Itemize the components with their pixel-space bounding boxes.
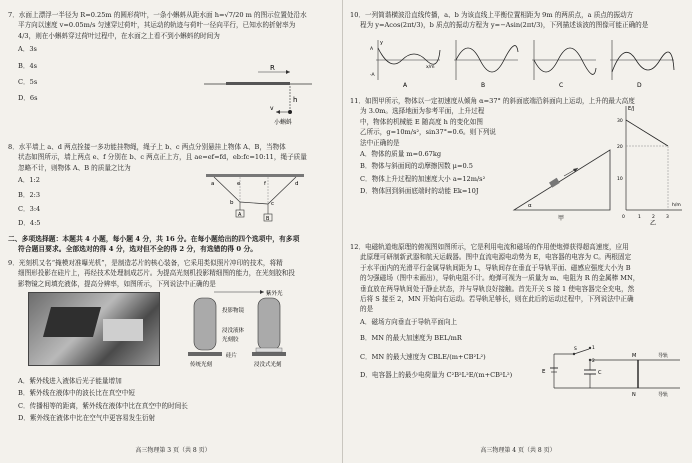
q11-option-b: B．物体与斜面间的动摩擦因数 μ=0.5 (360, 162, 473, 171)
q7-line: 4/3，则在小蝌蚪穿过荷叶过程中，在水面之上看不到小蝌蚪的时间为 (18, 31, 220, 40)
q12-option-b: B．MN 的最大加速度为 BEL/mR (360, 334, 462, 343)
q11-tick-3: 3 (666, 215, 669, 220)
q12-option-c: C．MN 的最大速度为 CBLE/(m+CB²L²) (360, 352, 486, 361)
q8-label-e: e (237, 181, 241, 187)
q11-label-jia: 甲 (558, 215, 565, 222)
q8-line: 8．水平墙上 a、d 两点拴接一多功能挂物绳，绳子上 b、c 两点分别悬挂上物体 A、B，当物体 (8, 143, 286, 151)
q12-line: 此原理可研制新武器和航天运载器。图中直流电源电动势为 E，电容器的电容为 C。两根固定 (360, 253, 632, 262)
q11-line: 11．如图甲所示，物体以一定初速度从倾角 α=37° 的斜面底端沿斜面向上运动，上升的最大高度 (350, 97, 635, 105)
q9-immersion-diagram (184, 290, 314, 370)
right-page-footer: 高三物理第 4 页（共 8 页） (480, 447, 556, 454)
q12-label-2: 2 (592, 359, 595, 364)
q8-line: 状态如图所示，墙上两点 e、f 分别在 b、c 两点正上方，且 ae=ef=fd，eb:fc=10:11，绳子质量 (18, 153, 307, 162)
q11-option-d: D．物体回到斜面底端时的动能 Ek=10J (360, 187, 479, 196)
q11-option-c: C．物体上升过程的加速度大小 a=12m/s² (360, 174, 486, 183)
q10-axis-amp: A (370, 47, 374, 52)
q9-label-lens: 投影物镜 (222, 308, 245, 314)
q11-tick-10: 10 (617, 177, 623, 182)
q9-label-immersion: 浸没式光刻 (254, 362, 282, 368)
q8-label-f: f (264, 181, 266, 187)
q11-tick-0: 0 (622, 215, 625, 220)
q7-line: 7．水面上漂浮一半径为 R=0.25m 的圆形荷叶，一条小蝌蚪从距水面 h=√7/20 m 的图示位置处沿水 (8, 11, 307, 19)
q11-line: 中，物体的机械能 E 随高度 h 的变化如图 (360, 117, 483, 126)
q10-graph-c (532, 40, 596, 88)
q7-label-h: h (293, 96, 298, 104)
q8-option-c: C．3:4 (18, 205, 41, 214)
q10-axis-x: x/m (426, 65, 435, 70)
q9-label-uv: 紫外光 (266, 291, 283, 297)
q10-label-a: A (403, 82, 408, 88)
q8-label-mass-b: B (266, 216, 270, 222)
q11-tick-20: 20 (617, 145, 623, 150)
q9-line: 细图形投影在硅片上，再经技术处理制成芯片。为提高光刻机投影精细图的能力，在光刻胶和投 (18, 269, 295, 278)
q12-label-1: 1 (592, 346, 595, 351)
question-9 (8, 258, 338, 289)
q11-axis-h: h/m (672, 203, 681, 208)
q12-line: 于水平面内的光滑平行金属导轨间距为 L，导轨间存在垂直于导轨平面、磁感应强度大小为 B (360, 263, 631, 272)
q8-label-b: b (230, 200, 234, 206)
q7-option-d: D．6s (18, 94, 38, 103)
q11-label-alpha: α (528, 203, 532, 209)
q9-options (18, 376, 338, 424)
q7-label-v: v (270, 105, 274, 112)
q10-graph-d (610, 40, 674, 88)
q11-label-yi: 乙 (650, 220, 657, 226)
q11-tick-30: 30 (617, 119, 623, 124)
q9-option-c: C．传播相等的距离，紫外线在液体中比在真空中的时间长 (18, 401, 188, 410)
q7-label-r: R (270, 64, 275, 72)
q9-option-d: D．紫外线在液体中比在空气中更容易发生衍射 (18, 414, 156, 423)
q7-option-a: A．3s (18, 45, 37, 54)
q10-axis-neg-amp: -A (370, 73, 375, 78)
q9-lithography-photo (28, 292, 160, 366)
section2-line: 二、多项选择题：本题共 4 小题，每小题 4 分，共 16 分。在每小题给出的四个选项中，有多项 (8, 235, 300, 243)
right-page (350, 6, 686, 458)
page-fold-divider (342, 0, 343, 463)
q11-axis-e: E/J (628, 106, 635, 112)
q10-graph-a (376, 40, 440, 88)
q8-label-c: c (271, 201, 275, 207)
q8-line: 忽略不计，则物体 A、B 的质量之比为 (18, 163, 131, 172)
q10-label-c: C (559, 82, 564, 88)
q9-label-liquid: 浸没液体 (222, 328, 245, 334)
q11-option-a: A．物体的质量 m=0.67kg (360, 150, 442, 159)
q8-option-d: D．4:5 (18, 219, 41, 228)
q8-label-d: d (295, 181, 299, 187)
q7-option-b: B．4s (18, 61, 38, 70)
q12-label-rail-top: 导轨 (658, 353, 669, 359)
q9-option-a: A．紫外线进入液体后光子能量增加 (18, 377, 122, 385)
q12-label-c: C (598, 370, 602, 376)
q11-tick-2: 2 (652, 215, 655, 220)
q7-label-tadpole: 小蝌蚪 (274, 119, 293, 126)
section2-line: 符合题目要求。全部选对的得 4 分，选对但不全的得 2 分，有选错的得 0 分。 (18, 245, 258, 254)
q10-line: 10．一列简谐横波沿直线传播，a、b 为该直线上平衡位置相距为 9m 的两质点，a 质点的振动方 (350, 11, 634, 19)
q12-label-n: N (632, 392, 636, 398)
q12-line: 的是 (360, 305, 374, 314)
q12-label-s: S (574, 347, 577, 352)
q10-axis-y: y (380, 40, 383, 46)
q12-line: 的匀强磁场（图中未画出），导轨电阻不计。炮弹可视为一质量为 m、电阻为 R 的金属棒 MN， (360, 274, 640, 283)
q10-label-d: D (637, 82, 642, 88)
q12-line: 12．电磁轨道炮原理的俯视图如图所示，它是利用电流和磁场的作用使炮弹获得超高速度，应用 (350, 243, 629, 251)
q9-label-wafer: 硅片 (226, 353, 238, 359)
section-multiple-choice (8, 234, 338, 255)
q9-label-resist: 光刻胶 (222, 337, 239, 343)
q12-label-e: E (542, 369, 546, 375)
q10-wave-graphs (370, 38, 680, 88)
q11-line: 乙所示，g=10m/s²，sin37°=0.6。则下列说 (360, 128, 497, 137)
q11-energy-graph (616, 102, 686, 226)
q9-line: 9．光刻机又名“掩模对准曝光机”，是制造芯片的核心装备，它采用类似照片冲印的技术，将精 (8, 259, 283, 267)
q7-lotus-figure (204, 58, 314, 128)
q8-label-mass-a: A (238, 212, 242, 218)
q12-option-a: A．磁场方向垂直于导轨平面向上 (360, 317, 458, 326)
q9-line: 影物镜之间填充液体，提高分辨率，如图所示，下列说法中正确的是 (18, 279, 216, 288)
left-page-footer: 高三物理第 3 页（共 8 页） (135, 447, 211, 454)
question-10 (350, 10, 686, 31)
q7-option-c: C．5s (18, 78, 38, 87)
q8-option-a: A．1:2 (18, 176, 40, 185)
q11-tick-1: 1 (638, 215, 641, 220)
q10-graph-b (454, 40, 518, 88)
q8-rope-figure (204, 172, 308, 228)
q8-option-b: B．2:3 (18, 190, 41, 199)
q12-line: 后将 S 接至 2，MN 开始向右运动。若导轨足够长，则在此后的运动过程中，下列说法中正确 (360, 295, 634, 304)
q8-label-a: a (211, 181, 215, 187)
q11-line: 法中正确的是 (360, 138, 400, 147)
q9-option-b: B．紫外线在液体中的波长比在真空中短 (18, 389, 135, 398)
q9-label-traditional: 传统光刻 (190, 362, 213, 368)
q12-label-rail-bottom: 导轨 (658, 392, 669, 398)
q10-line: 程为 y=Acos(2πt/3)，b 质点的振动方程为 y=−Asin(2πt/3)，下列描述该波的图像可能正确的是 (360, 21, 649, 30)
q11-incline-figure (510, 114, 620, 222)
q12-option-d: D．电容器上的最少电荷量为 C²B²L²E/(m+CB²L²) (360, 371, 513, 380)
q12-label-m: M (632, 353, 637, 359)
q12-railgun-circuit (534, 340, 684, 400)
q7-line: 平方向以速度 v=0.05m/s 匀速穿过荷叶，其运动的轨迹与荷叶一径向平行，已知水的折射率为 (18, 21, 296, 30)
q12-line: 垂直放在两导轨间处于静止状态，并与导轨良好接触。首先开关 S 接 1 使电容器完全充电，然 (360, 284, 635, 293)
left-page (8, 6, 338, 458)
q10-label-b: B (481, 82, 486, 88)
q11-line: 为 3.0m。选择地面为参考平面，上升过程 (360, 107, 485, 116)
